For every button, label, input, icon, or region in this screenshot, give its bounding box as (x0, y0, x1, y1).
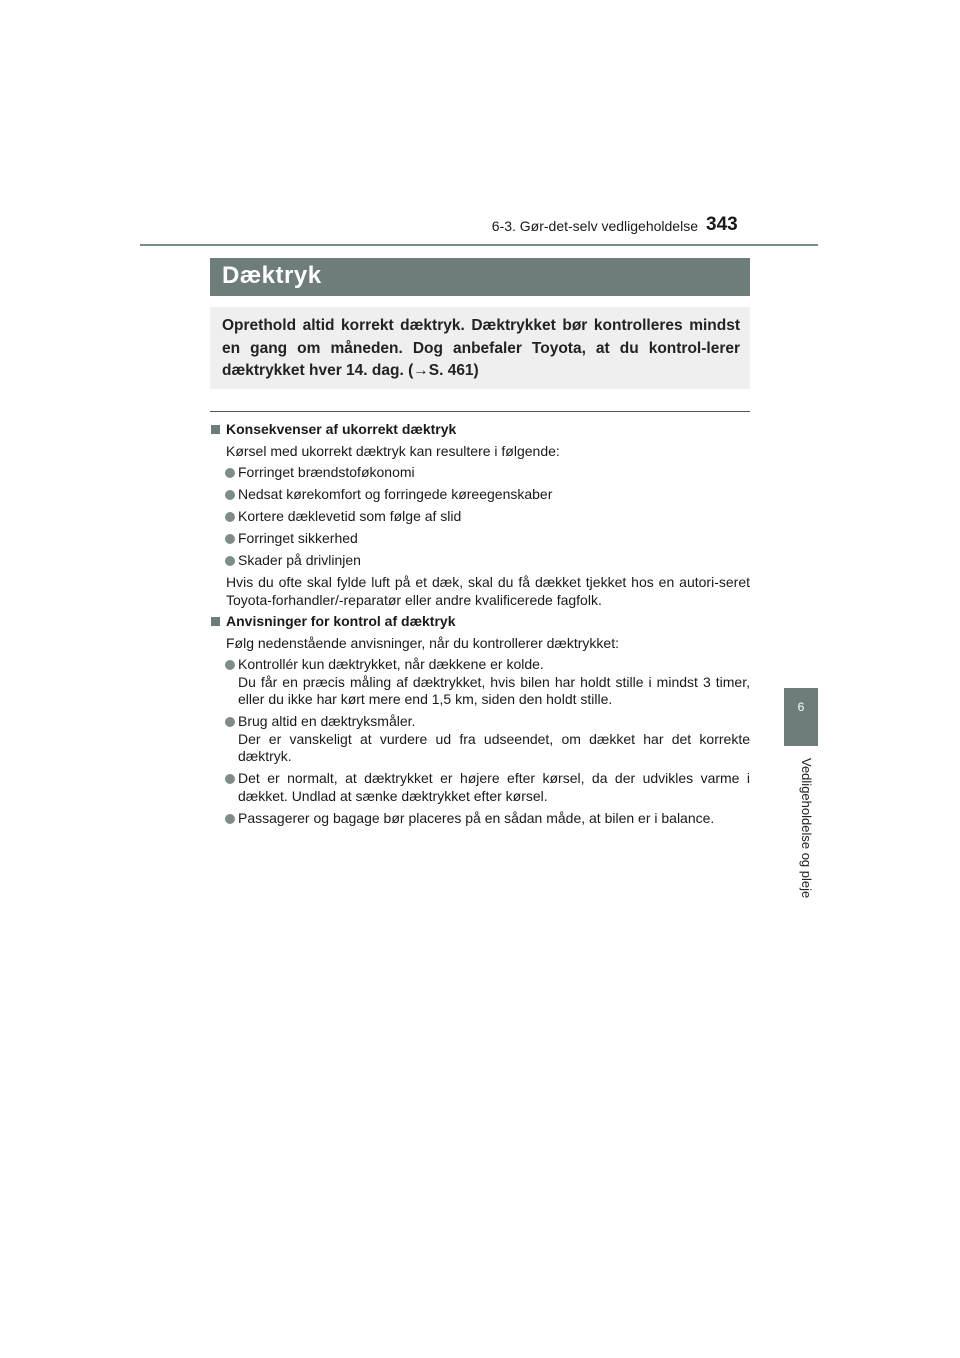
bullet-dot-icon (225, 814, 235, 824)
section-heading (210, 421, 750, 439)
title-bar (210, 258, 750, 296)
list-item-text: Passagerer og bagage bør placeres på en sådan måde, at bilen er i balance. (238, 809, 715, 826)
list-item (210, 486, 750, 504)
square-bullet-icon (211, 425, 220, 434)
section-lead: Følg nedenstående anvisninger, når du kontrollerer dæktrykket: (226, 634, 619, 651)
bullet-dot-icon (225, 717, 235, 727)
square-bullet-icon (211, 617, 220, 626)
list-item-text: Forringet brændstoføkonomi (238, 464, 415, 480)
header-section-title: 6-3. Gør-det-selv vedligeholdelse (491, 218, 698, 234)
list-item-text: Forringet sikkerhed (238, 530, 358, 546)
section-heading-text: Anvisninger for kontrol af dæktryk (226, 613, 456, 629)
chapter-label: Vedligeholdelse og pleje (799, 758, 814, 899)
intro-box: Oprethold altid korrekt dæktryk. Dæktrykket bør kontrolleres mindst en gang om måneden. Dog anbefaler Toyota, at du kontrol-lerer dæktrykket hver 14. dag. (→S. 461) (210, 307, 750, 389)
list-item (210, 464, 750, 482)
list-item-detail: Du får en præcis måling af dæktrykket, hvis bilen har holdt stille i mindst 3 timer, eller du ikke har kørt mere end 1,5 km, siden den holdt stille. (238, 673, 750, 707)
header-divider (140, 244, 818, 246)
bullet-dot-icon (225, 534, 235, 544)
list-item-text: Skader på drivlinjen (238, 552, 361, 568)
list-item-text: Brug altid en dæktryksmåler. (238, 713, 416, 729)
section-divider (210, 411, 750, 412)
list-item (210, 508, 750, 526)
chapter-number: 6 (797, 700, 805, 714)
bullet-dot-icon (225, 660, 235, 670)
section-heading-text: Konsekvenser af ukorrekt dæktryk (226, 421, 457, 437)
section-lead: Kørsel med ukorrekt dæktryk kan resultere i følgende: (226, 442, 560, 459)
bullet-dot-icon (225, 774, 235, 784)
bullet-dot-icon (225, 468, 235, 478)
content-body (210, 418, 750, 832)
list-item-text: Det er normalt, at dæktrykket er højere efter kørsel, da der udvikles varme i dækket. Undlad at sænke dæktrykket efter kørsel. (238, 770, 750, 804)
list-item (210, 713, 750, 766)
page-number: 343 (706, 214, 738, 235)
bullet-dot-icon (225, 490, 235, 500)
list-item (210, 770, 750, 805)
list-item (210, 552, 750, 570)
list-item (210, 656, 750, 709)
bullet-dot-icon (225, 556, 235, 566)
section-note: Hvis du ofte skal fylde luft på et dæk, skal du få dækket tjekket hos en autori-seret Toyota-forhandler/-reparatør eller andre kvalificerede fagfolk. (226, 574, 750, 608)
list-item-text: Nedsat kørekomfort og forringede køreegenskaber (238, 486, 553, 502)
list-item-text: Kortere dæklevetid som følge af slid (238, 508, 462, 524)
list-item (210, 530, 750, 548)
page-title: Dæktryk (222, 262, 322, 289)
bullet-dot-icon (225, 512, 235, 522)
list-item-detail: Der er vanskeligt at vurdere ud fra udseendet, om dækket har det korrekte dæktryk. (238, 730, 750, 764)
chapter-tab (784, 688, 818, 746)
section-heading (210, 613, 750, 631)
list-item-text: Kontrollér kun dæktrykket, når dækkene er kolde. (238, 656, 544, 672)
list-item (210, 810, 750, 828)
